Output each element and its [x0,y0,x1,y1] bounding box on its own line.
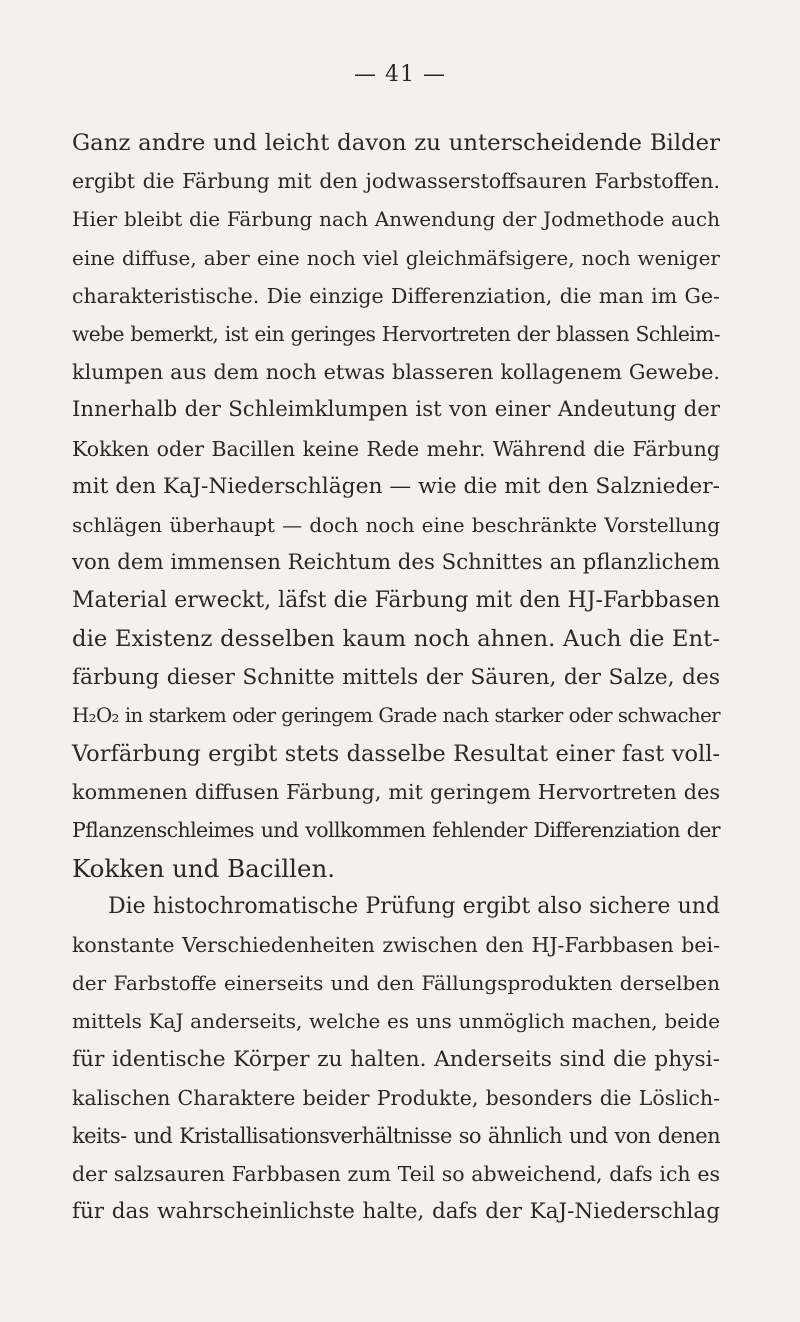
text-line: für das wahrscheinlichste halte, dafs der KaJ-Niederschlag [72,1199,720,1225]
text-line: charakteristische. Die einzige Differenziation, die man im Ge- [72,283,720,308]
text-line: Hier bleibt die Färbung nach Anwendung der Jodmethode auch [72,207,720,232]
paragraph-end-line: Kokken und Bacillen. [72,853,336,883]
text-line: der salzsauren Farbbasen zum Teil so abweichend, dafs ich es [72,1162,720,1187]
text-line: H₂O₂ in starkem oder geringem Grade nach starker oder schwacher [72,703,720,727]
paragraph-start-line: Die histochromatische Prüfung ergibt also sichere und [108,893,720,919]
text-line: von dem immensen Reichtum des Schnittes an pflanzlichem [72,550,720,576]
body-text [72,124,720,1231]
text-line: ergibt die Färbung mit den jodwasserstoffsauren Farbstoffen. [72,169,720,194]
text-line: färbung dieser Schnitte mittels der Säuren, der Salze, des [72,664,720,690]
text-line: Material erweckt, läfst die Färbung mit den HJ-Farbbasen [72,588,721,614]
text-line: mittels KaJ anderseits, welche es uns unmöglich machen, beide [72,1009,720,1034]
text-line: webe bemerkt, ist ein geringes Hervortreten der blassen Schleim- [72,321,720,346]
text-line: Ganz andre und leicht davon zu unterscheidende Bilder [72,130,720,156]
text-line: Pflanzenschleimes und vollkommen fehlender Differenziation der [72,818,720,843]
text-line: konstante Verschiedenheiten zwischen den HJ-Farbbasen bei- [72,932,720,957]
text-line: für identische Körper zu halten. Anderseits sind die physi- [72,1046,720,1072]
text-line: mit den KaJ-Niederschlägen — wie die mit den Salznieder- [72,473,720,499]
text-line: der Farbstoffe einerseits und den Fällungsprodukten derselben [72,971,720,996]
page-number: — 41 — [354,62,446,87]
text-line: Kokken oder Bacillen keine Rede mehr. Während die Färbung [72,436,720,461]
text-line: die Existenz desselben kaum noch ahnen. Auch die Ent- [72,626,720,653]
text-line: Vorfärbung ergibt stets dasselbe Resultat einer fast voll- [72,741,720,767]
text-line: keits- und Kristallisationsverhältnisse so ähnlich und von denen [72,1123,720,1148]
text-line: Innerhalb der Schleimklumpen ist von einer Andeutung der [72,397,720,423]
text-line: klumpen aus dem noch etwas blasseren kollagenem Gewebe. [72,360,720,385]
text-line: kommenen diffusen Färbung, mit geringem Hervortreten des [72,780,720,805]
text-line: eine diffuse, aber eine noch viel gleichmäfsigere, noch weniger [72,245,720,270]
text-line: schlägen überhaupt — doch noch eine beschränkte Vorstellung [72,512,720,537]
text-line: kalischen Charaktere beider Produkte, besonders die Löslich- [72,1085,720,1110]
